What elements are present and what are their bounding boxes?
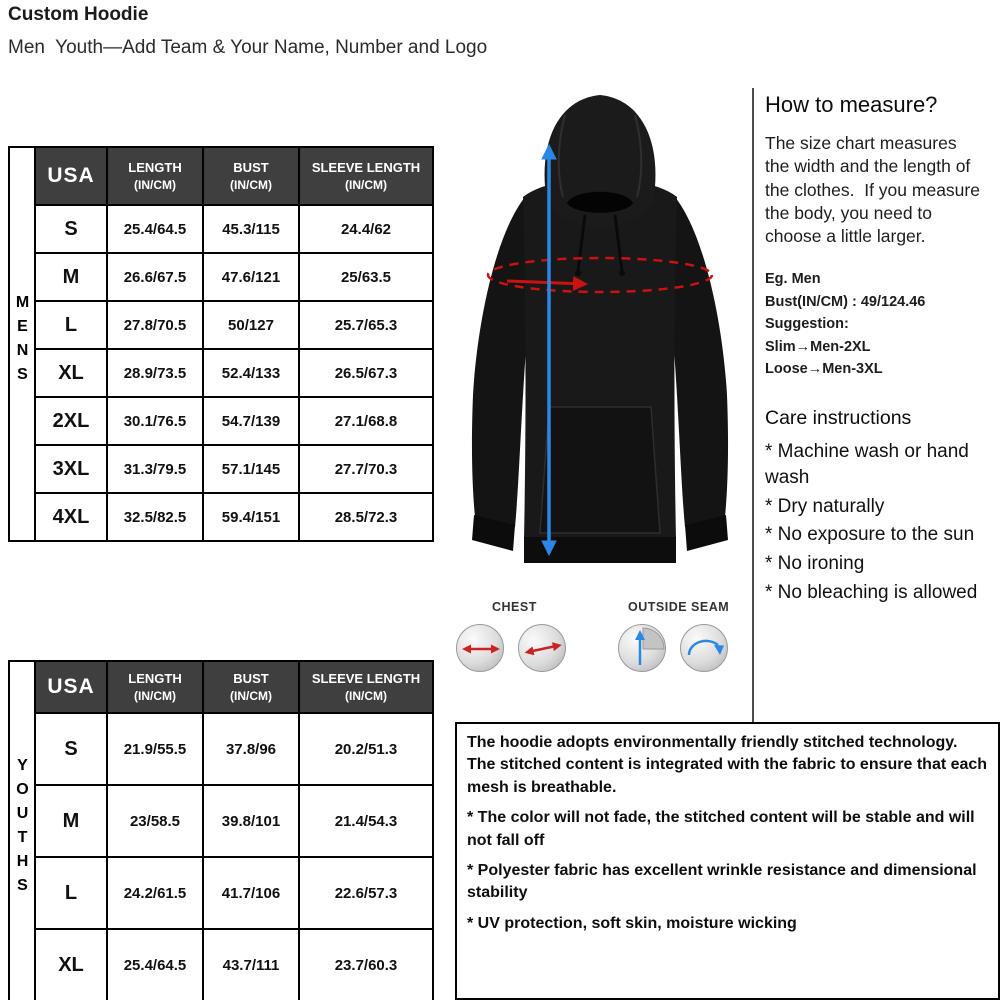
vertical-divider — [752, 88, 754, 722]
info-bullet: * Polyester fabric has excellent wrinkle resistance and dimensional stability — [467, 861, 977, 902]
example-line: Loose→Men-3XL — [765, 361, 883, 378]
table-row — [9, 929, 433, 1000]
care-item: * No ironing — [765, 553, 865, 575]
size-cell: L — [35, 857, 107, 929]
seam-over-arrow-icon — [680, 624, 728, 672]
sleeve-cell: 20.2/51.3 — [299, 713, 433, 785]
column-unit: (IN/CM) — [345, 689, 387, 703]
length-cell: 30.1/76.5 — [107, 397, 203, 445]
table-row — [9, 205, 433, 253]
column-header-length — [107, 661, 203, 713]
column-header-sleeve — [299, 147, 433, 205]
length-cell: 24.2/61.5 — [107, 857, 203, 929]
sleeve-cell: 25/63.5 — [299, 253, 433, 301]
example-line: Eg. Men — [765, 271, 821, 288]
info-bullet: * UV protection, soft skin, moisture wicking — [467, 914, 797, 932]
bust-cell: 47.6/121 — [203, 253, 299, 301]
bust-cell: 39.8/101 — [203, 785, 299, 857]
header — [8, 4, 487, 59]
outside-seam-label: OUTSIDE SEAM — [628, 600, 730, 614]
length-cell: 25.4/64.5 — [107, 205, 203, 253]
fabric-info-box — [455, 722, 1000, 1000]
size-cell: S — [35, 713, 107, 785]
group-label: MENS — [14, 293, 31, 390]
measure-example — [765, 268, 985, 380]
length-cell: 25.4/64.5 — [107, 929, 203, 1000]
hoodie-image — [445, 85, 755, 590]
sleeve-cell: 24.4/62 — [299, 205, 433, 253]
bust-cell: 57.1/145 — [203, 445, 299, 493]
column-unit: (IN/CM) — [134, 178, 176, 192]
column-unit: (IN/CM) — [345, 178, 387, 192]
length-cell: 23/58.5 — [107, 785, 203, 857]
sleeve-cell: 27.1/68.8 — [299, 397, 433, 445]
care-instructions-list — [765, 439, 985, 607]
table-row — [9, 493, 433, 541]
chest-measure-icons — [456, 624, 566, 672]
care-item: * Dry naturally — [765, 495, 885, 517]
size-cell: XL — [35, 929, 107, 1000]
mens-size-table — [8, 146, 434, 542]
table-row — [9, 349, 433, 397]
column-label: LENGTH — [128, 160, 182, 175]
table-row — [9, 253, 433, 301]
table-row — [9, 397, 433, 445]
column-header-bust — [203, 147, 299, 205]
size-cell: M — [35, 785, 107, 857]
hoodie-left-sleeve — [472, 197, 527, 527]
care-instructions-title: Care instructions — [765, 406, 912, 429]
column-label: BUST — [233, 671, 269, 686]
column-unit: (IN/CM) — [134, 689, 176, 703]
table-row — [9, 857, 433, 929]
hoodie-pocket — [540, 407, 660, 533]
bust-cell: 37.8/96 — [203, 713, 299, 785]
sleeve-cell: 21.4/54.3 — [299, 785, 433, 857]
column-label: SLEEVE LENGTH — [311, 160, 421, 175]
chest-width-icon — [456, 624, 504, 672]
table-row — [9, 445, 433, 493]
length-cell: 31.3/79.5 — [107, 445, 203, 493]
seam-up-arrow-icon — [618, 624, 666, 672]
sleeve-cell: 28.5/72.3 — [299, 493, 433, 541]
column-header-length — [107, 147, 203, 205]
example-line: Slim→Men-2XL — [765, 338, 871, 355]
sleeve-cell: 22.6/57.3 — [299, 857, 433, 929]
measure-title: How to measure? — [765, 92, 938, 117]
size-cell: L — [35, 301, 107, 349]
sleeve-cell: 27.7/70.3 — [299, 445, 433, 493]
bust-cell: 45.3/115 — [203, 205, 299, 253]
group-label: YOUTHS — [14, 756, 31, 901]
sleeve-cell: 26.5/67.3 — [299, 349, 433, 397]
length-cell: 26.6/67.5 — [107, 253, 203, 301]
size-cell: 4XL — [35, 493, 107, 541]
table-row — [9, 713, 433, 785]
table-header-row — [9, 147, 433, 205]
table-header-row — [9, 661, 433, 713]
size-cell: S — [35, 205, 107, 253]
table-row — [9, 301, 433, 349]
bust-cell: 50/127 — [203, 301, 299, 349]
length-cell: 28.9/73.5 — [107, 349, 203, 397]
column-header-usa: USA — [35, 147, 107, 205]
hoodie-right-sleeve — [673, 197, 728, 527]
bust-cell: 54.7/139 — [203, 397, 299, 445]
length-cell: 21.9/55.5 — [107, 713, 203, 785]
measure-description: The size chart measures the width and the length of the clothes. If you measure the body, you need to choose a little larger. — [765, 133, 985, 247]
example-line: Suggestion: — [765, 316, 849, 333]
info-paragraph: The hoodie adopts environmentally friendly stitched technology. The stitched content is integrated with the fabric to ensure that each mesh is breathable. — [467, 734, 988, 796]
care-item: * Machine wash or hand wash — [765, 440, 969, 489]
sleeve-cell: 23.7/60.3 — [299, 929, 433, 1000]
group-label-cell — [9, 661, 35, 1000]
care-item: * No bleaching is allowed — [765, 581, 978, 603]
bust-cell: 43.7/111 — [203, 929, 299, 1000]
column-label: SLEEVE LENGTH — [311, 671, 421, 686]
bust-cell: 59.4/151 — [203, 493, 299, 541]
info-bullet: * The color will not fade, the stitched content will be stable and will not fall off — [467, 809, 975, 849]
care-item: * No exposure to the sun — [765, 524, 975, 546]
size-cell: M — [35, 253, 107, 301]
bust-cell: 41.7/106 — [203, 857, 299, 929]
column-header-bust — [203, 661, 299, 713]
example-line: Bust(IN/CM) : 49/124.46 — [765, 293, 926, 310]
size-cell: XL — [35, 349, 107, 397]
length-cell: 32.5/82.5 — [107, 493, 203, 541]
page-title: Custom Hoodie — [8, 4, 149, 25]
size-cell: 2XL — [35, 397, 107, 445]
table-row — [9, 785, 433, 857]
column-label: BUST — [233, 160, 269, 175]
length-cell: 27.8/70.5 — [107, 301, 203, 349]
group-label-cell — [9, 147, 35, 541]
column-unit: (IN/CM) — [230, 689, 272, 703]
column-unit: (IN/CM) — [230, 178, 272, 192]
youth-size-table — [8, 660, 434, 1000]
column-header-usa: USA — [35, 661, 107, 713]
chest-label: CHEST — [492, 600, 537, 614]
how-to-measure-panel — [765, 92, 985, 606]
chest-width-angle-icon — [514, 620, 571, 677]
hoodie-hem-band — [524, 537, 676, 563]
column-header-sleeve — [299, 661, 433, 713]
sleeve-cell: 25.7/65.3 — [299, 301, 433, 349]
size-cell: 3XL — [35, 445, 107, 493]
column-label: LENGTH — [128, 671, 182, 686]
bust-cell: 52.4/133 — [203, 349, 299, 397]
page-subtitle: Men Youth—Add Team & Your Name, Number and Logo — [8, 37, 488, 58]
seam-measure-icons — [618, 624, 728, 672]
